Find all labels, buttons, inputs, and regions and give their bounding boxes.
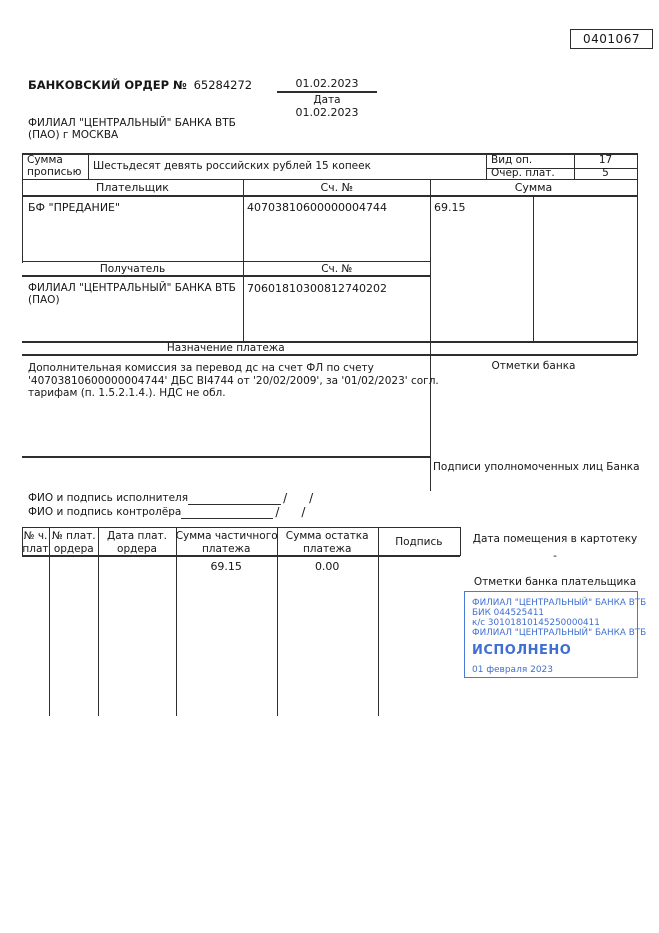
issuing-bank-line2: (ПАО) г МОСКВА — [28, 128, 119, 141]
payer-name: БФ "ПРЕДАНИЕ" — [28, 200, 121, 214]
col-header-order-date — [98, 530, 175, 556]
divider — [22, 179, 638, 180]
stamp-corr-account: к/с 30101810145250000411 — [472, 618, 600, 628]
document-title-row — [28, 78, 252, 92]
col-header-line: плат — [22, 542, 49, 555]
col-header-line: платежа — [302, 542, 352, 555]
divider — [22, 153, 23, 263]
col-header-line: ордера — [53, 542, 94, 555]
stamp-status: ИСПОЛНЕНО — [472, 643, 572, 658]
payee-account-header: Сч. № — [321, 262, 353, 275]
form-code-box: 0401067 — [570, 29, 653, 49]
stamp-date: 01 февраля 2023 — [472, 665, 554, 675]
divider — [378, 527, 379, 716]
col-header-line: Дата плат. — [106, 529, 167, 542]
amount-in-words: Шестьдесят девять российских рублей 15 копеек — [93, 160, 371, 172]
col-header-remainder-sum — [277, 530, 378, 556]
sum-value: 69.15 — [434, 200, 466, 214]
col-header-line: Сумма частичного — [175, 529, 278, 542]
payer-account-header: Сч. № — [320, 181, 354, 194]
signatures-label: Подписи уполномоченных лиц Банка — [433, 460, 640, 473]
remainder-sum-value: 0.00 — [314, 560, 340, 573]
col-header-line: № ч. — [23, 529, 48, 542]
partial-sum-value: 69.15 — [210, 560, 242, 573]
divider — [22, 456, 431, 458]
divider — [88, 153, 89, 181]
payer-account: 40703810600000004744 — [247, 200, 387, 214]
divider — [243, 179, 244, 342]
bank-marks-label: Отметки банка — [491, 359, 576, 372]
slash: / — [301, 504, 306, 519]
executor-label: ФИО и подпись исполнителя — [28, 492, 189, 504]
stamp-bank-name-1: ФИЛИАЛ "ЦЕНТРАЛЬНЫЙ" БАНКА ВТБ — [472, 598, 647, 608]
col-header-line: № плат. — [51, 529, 96, 542]
divider — [486, 153, 487, 181]
vid-op-label: Вид оп. — [491, 154, 533, 166]
divider — [460, 527, 461, 557]
document-title: БАНКОВСКИЙ ОРДЕР № — [28, 78, 187, 92]
col-header-line: Сумма остатка — [285, 529, 369, 542]
payee-name-line2: (ПАО) — [28, 294, 60, 306]
col-header-signature: Подпись — [395, 536, 443, 548]
divider — [430, 179, 431, 491]
date-label: Дата — [313, 93, 341, 106]
payee-account: 70601810300812740202 — [247, 281, 387, 295]
signature-line — [188, 493, 281, 505]
vid-op-value: 17 — [598, 154, 613, 166]
card-file-value: - — [553, 549, 557, 562]
executor-signature-row — [28, 492, 313, 505]
purpose-header: Назначение платежа — [166, 341, 285, 354]
controller-label: ФИО и подпись контролёра — [28, 505, 182, 518]
payee-header: Получатель — [99, 262, 166, 275]
divider — [22, 153, 638, 155]
order-number: 65284272 — [193, 78, 253, 92]
bank-execution-stamp — [464, 591, 647, 678]
stamp-bik: БИК 044525411 — [472, 608, 545, 618]
payee-name-line1: ФИЛИАЛ "ЦЕНТРАЛЬНЫЙ" БАНКА ВТБ — [28, 281, 236, 294]
amount-words-label-line2: прописью — [27, 166, 82, 178]
amount-words-label-line1: Сумма — [27, 153, 63, 166]
divider — [22, 354, 638, 356]
col-header-part-number — [22, 530, 50, 556]
purpose-line2: '40703810600000004744' ДБС ВІ4744 от '20/02/2009', за '01/02/2023' согл. — [28, 374, 439, 387]
slash: / — [309, 491, 314, 505]
ocher-plat-label: Очер. плат. — [491, 166, 555, 179]
payer-bank-marks-label: Отметки банка плательщика — [473, 575, 637, 588]
date-value-bottom: 01.02.2023 — [295, 106, 359, 119]
divider — [533, 195, 534, 343]
col-header-partial-sum — [176, 530, 277, 556]
date-value-top: 01.02.2023 — [277, 77, 377, 93]
signature-line — [181, 507, 273, 519]
purpose-line1: Дополнительная комиссия за перевод дс на счет ФЛ по счету — [28, 362, 374, 374]
slash: / — [275, 504, 280, 519]
sum-header: Сумма — [514, 181, 553, 194]
controller-signature-row — [28, 506, 305, 519]
stamp-bank-name-2: ФИЛИАЛ "ЦЕНТРАЛЬНЫЙ" БАНКА ВТБ — [472, 628, 647, 638]
col-header-line: платежа — [201, 542, 251, 555]
col-header-line: ордера — [117, 542, 157, 555]
card-file-label: Дата помещения в картотеку — [472, 532, 638, 545]
ocher-plat-value: 5 — [602, 166, 609, 179]
col-header-order-number — [49, 530, 98, 556]
divider — [22, 275, 431, 277]
slash: / — [283, 491, 288, 505]
purpose-line3: тарифам (п. 1.5.2.1.4.). НДС не обл. — [28, 387, 226, 399]
payer-header: Плательщик — [96, 181, 169, 194]
issuing-bank-line1: ФИЛИАЛ "ЦЕНТРАЛЬНЫЙ" БАНКА ВТБ — [28, 116, 236, 129]
divider — [22, 527, 461, 528]
divider — [22, 195, 638, 197]
